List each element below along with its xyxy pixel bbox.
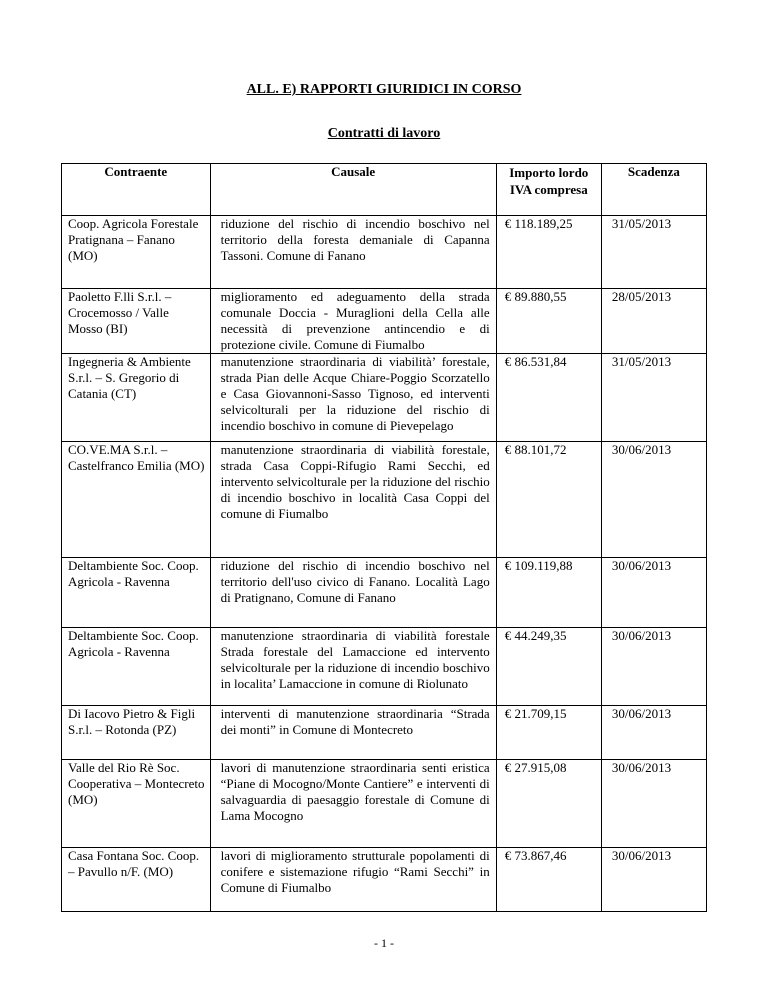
importo-text: € 89.880,55 — [504, 289, 567, 304]
importo-text: € 109.119,88 — [504, 558, 573, 573]
contraente-text: Deltambiente Soc. Coop. Agricola - Ravenna — [68, 558, 199, 589]
causale-text: lavori di manutenzione straordinaria senti eristica “Piane di Mocogno/Monte Cantiere” e interventi di salvaguardia di paesaggio forestale di Comune di Lama Mocogno — [220, 760, 490, 823]
scadenza-cell — [601, 848, 706, 912]
contraente-text: Coop. Agricola Forestale Pratignana – Fanano (MO) — [68, 216, 199, 263]
header-scadenza: Scadenza — [601, 164, 706, 216]
causale-text: riduzione del rischio di incendio boschivo nel territorio dell'uso civico di Fanano. Località Lago di Pratignano, Comune di Fanano — [220, 558, 490, 605]
importo-cell — [496, 442, 601, 558]
causale-cell — [210, 760, 496, 848]
causale-cell — [210, 848, 496, 912]
contraente-cell — [62, 442, 211, 558]
scadenza-cell — [601, 354, 706, 442]
scadenza-text: 30/06/2013 — [611, 760, 672, 775]
importo-text: € 27.915,08 — [504, 760, 567, 775]
scadenza-text: 31/05/2013 — [611, 354, 672, 369]
importo-cell — [496, 289, 601, 354]
contraente-text: CO.VE.MA S.r.l. – Castelfranco Emilia (MO) — [68, 442, 205, 473]
table-header-row — [62, 164, 707, 216]
contraente-text: Deltambiente Soc. Coop. Agricola - Ravenna — [68, 628, 199, 659]
causale-text: manutenzione straordinaria di viabilità’ forestale, strada Pian delle Acque Chiare-Poggio Scorzatello e Casa Giovannoni-Sasso Tignoso, ed interventi selvicolturali per la riduzione del rischio di incendio boschivo in comune di Pievepelago — [220, 354, 490, 433]
importo-cell — [496, 760, 601, 848]
table-row — [62, 558, 707, 628]
importo-text: € 86.531,84 — [504, 354, 567, 369]
contraente-cell — [62, 558, 211, 628]
contraente-text: Di Iacovo Pietro & Figli S.r.l. – Rotonda (PZ) — [68, 706, 196, 737]
table-row — [62, 354, 707, 442]
causale-cell — [210, 216, 496, 289]
causale-text: riduzione del rischio di incendio boschivo nel territorio della foresta demaniale di Capanna Tassoni. Comune di Fanano — [220, 216, 490, 263]
scadenza-text: 31/05/2013 — [611, 216, 672, 231]
scadenza-text: 30/06/2013 — [611, 442, 672, 457]
causale-text: manutenzione straordinaria di viabilità forestale Strada forestale del Lamaccione ed intervento selvicolturale per la riduzione di incendio boschivo in localita’ Lamaccione in comune di Riolunato — [220, 628, 490, 691]
importo-cell — [496, 848, 601, 912]
importo-text: € 73.867,46 — [504, 848, 567, 863]
causale-text: manutenzione straordinaria di viabilità forestale, strada Casa Coppi-Rifugio Rami Secchi, ed intervento selvicolturale per la riduzione del rischio di incendio boschivo in località Casa Coppi del comune di Fiumalbo — [220, 442, 490, 521]
contracts-table — [61, 163, 707, 912]
contraente-text: Casa Fontana Soc. Coop. – Pavullo n/F. (MO) — [68, 848, 200, 879]
scadenza-cell — [601, 558, 706, 628]
document-title: ALL. E) RAPPORTI GIURIDICI IN CORSO — [246, 82, 522, 97]
table-row — [62, 848, 707, 912]
scadenza-text: 28/05/2013 — [611, 289, 672, 304]
section-subtitle: Contratti di lavoro — [327, 126, 441, 141]
importo-cell — [496, 628, 601, 706]
table-row — [62, 628, 707, 706]
importo-text: € 44.249,35 — [504, 628, 567, 643]
causale-cell — [210, 442, 496, 558]
scadenza-cell — [601, 289, 706, 354]
scadenza-text: 30/06/2013 — [611, 848, 672, 863]
table-row — [62, 216, 707, 289]
causale-cell — [210, 558, 496, 628]
scadenza-text: 30/06/2013 — [611, 558, 672, 573]
scadenza-cell — [601, 706, 706, 760]
scadenza-text: 30/06/2013 — [611, 628, 672, 643]
table-row — [62, 442, 707, 558]
table-row — [62, 706, 707, 760]
page-number: - 1 - — [374, 936, 394, 950]
causale-cell — [210, 628, 496, 706]
causale-cell — [210, 706, 496, 760]
contraente-text: Paoletto F.lli S.r.l. – Crocemosso / Valle Mosso (BI) — [68, 289, 172, 336]
causale-text: lavori di miglioramento strutturale popolamenti di conifere e sistemazione rifugio “Rami Secchi” in Comune di Fiumalbo — [220, 848, 490, 895]
importo-text: € 88.101,72 — [504, 442, 567, 457]
importo-cell — [496, 558, 601, 628]
importo-text: € 21.709,15 — [504, 706, 567, 721]
importo-cell — [496, 706, 601, 760]
importo-cell — [496, 216, 601, 289]
scadenza-cell — [601, 760, 706, 848]
contraente-text: Valle del Rio Rè Soc. Cooperativa – Montecreto (MO) — [68, 760, 205, 807]
contraente-cell — [62, 354, 211, 442]
contraente-cell — [62, 289, 211, 354]
scadenza-text: 30/06/2013 — [611, 706, 672, 721]
header-causale: Causale — [210, 164, 496, 216]
causale-cell — [210, 289, 496, 354]
contraente-cell — [62, 760, 211, 848]
importo-text: € 118.189,25 — [504, 216, 573, 231]
contraente-cell — [62, 628, 211, 706]
causale-text: miglioramento ed adeguamento della strada comunale Doccia - Muraglioni della Cella alle necessità di prevenzione antincendio e di protezione civile. Comune di Fiumalbo — [220, 289, 490, 352]
header-importo: Importo lordo IVA compresa — [496, 164, 601, 216]
scadenza-cell — [601, 442, 706, 558]
causale-cell — [210, 354, 496, 442]
table-row — [62, 760, 707, 848]
scadenza-cell — [601, 628, 706, 706]
scadenza-cell — [601, 216, 706, 289]
causale-text: interventi di manutenzione straordinaria “Strada dei monti” in Comune di Montecreto — [220, 706, 490, 737]
contraente-cell — [62, 706, 211, 760]
contraente-text: Ingegneria & Ambiente S.r.l. – S. Gregorio di Catania (CT) — [68, 354, 191, 401]
header-contraente: Contraente — [62, 164, 211, 216]
importo-cell — [496, 354, 601, 442]
table-row — [62, 289, 707, 354]
contraente-cell — [62, 848, 211, 912]
contraente-cell — [62, 216, 211, 289]
